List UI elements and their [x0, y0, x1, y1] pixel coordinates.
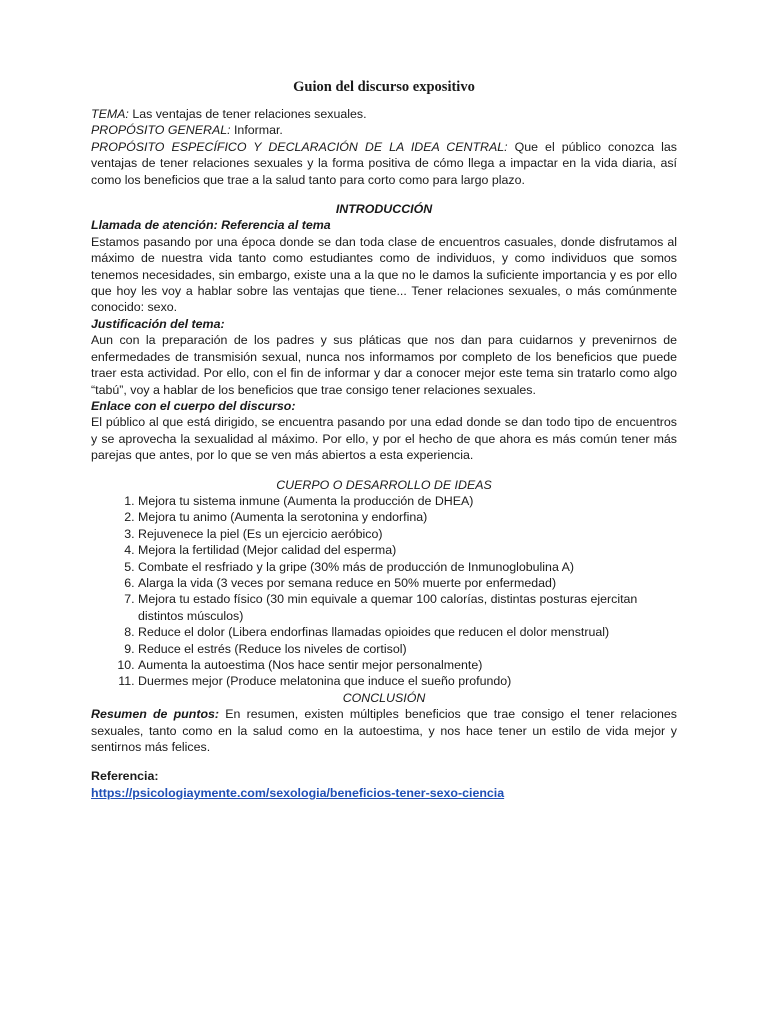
list-item: 4. Mejora la fertilidad (Mejor calidad del esperma)	[138, 542, 677, 558]
proposito-general-label: PROPÓSITO GENERAL:	[91, 123, 231, 138]
justificacion-label: Justificación del tema:	[91, 316, 225, 331]
list-item: 9. Reduce el estrés (Reduce los niveles de cortisol)	[138, 641, 677, 657]
justificacion-paragraph: Aun con la preparación de los padres y sus pláticas que nos dan para cuidarnos y prevenirnos de enfermedades de transmisión sexual, nunca nos informamos por completo de los beneficios que puede traer esta actividad. Por ello, con el fin de informar y dar a conocer mejor este tema sin tratarlo como algo “tabú”, voy a hablar de los beneficios que trae consigo tener relaciones sexuales.	[91, 333, 677, 397]
proposito-especifico-label: PROPÓSITO ESPECÍFICO Y DECLARACIÓN DE LA IDEA CENTRAL:	[91, 139, 508, 154]
document-title: Guion del discurso expositivo	[293, 79, 475, 95]
cuerpo-heading: CUERPO O DESARROLLO DE IDEAS	[276, 477, 492, 492]
list-item: 10. Aumenta la autoestima (Nos hace sentir mejor personalmente)	[138, 657, 677, 673]
resumen-paragraph	[91, 706, 677, 755]
list-item: 11. Duermes mejor (Produce melatonina que induce el sueño profundo)	[138, 673, 677, 689]
list-item: 1. Mejora tu sistema inmune (Aumenta la producción de DHEA)	[138, 493, 677, 509]
list-item: 5. Combate el resfriado y la gripe (30% más de producción de Inmunoglobulina A)	[138, 559, 677, 575]
list-item: 8. Reduce el dolor (Libera endorfinas llamadas opioides que reducen el dolor menstrual)	[138, 624, 677, 640]
llamada-paragraph: Estamos pasando por una época donde se dan toda clase de encuentros casuales, donde disfrutamos al máximo de nuestra vida tanto como estudiantes como de individuos, y como individuos que somos tenemos necesidades, sin embargo, existe una a la que no le damos la suficiente importancia y es por ello que hoy les voy a hablar sobre las ventajas que tiene... Tener relaciones sexuales, o más comúnmente conocido: sexo.	[91, 234, 677, 315]
llamada-label: Llamada de atención: Referencia al tema	[91, 218, 331, 233]
tema-text: Las ventajas de tener relaciones sexuales.	[128, 107, 367, 121]
resumen-label: Resumen de puntos:	[91, 707, 220, 722]
tema-line	[91, 106, 677, 122]
proposito-especifico-paragraph	[91, 139, 677, 188]
tema-label: TEMA:	[91, 107, 129, 121]
enlace-label: Enlace con el cuerpo del discurso:	[91, 398, 296, 413]
list-item: 3. Rejuvenece la piel (Es un ejercicio aeróbico)	[138, 526, 677, 542]
resumen-text: En resumen, existen múltiples beneficios que trae consigo el tener relaciones sexuales, tanto como en la salud como en la autoestima, y nos hace tener un estilo de vida mejor y sentirnos más felices.	[91, 707, 677, 755]
conclusion-heading: CONCLUSIÓN	[342, 690, 426, 705]
introduccion-heading: INTRODUCCIÓN	[335, 202, 433, 217]
enlace-paragraph: El público al que está dirigido, se encuentra pasando por una edad donde se dan todo tipo de encuentros y se aprovecha la sexualidad al máximo. Por ello, y por el hecho de que ahora es más común tener más parejas que antes, por lo que se ven más abiertos a esta experiencia.	[91, 415, 677, 463]
referencia-label: Referencia:	[91, 769, 159, 784]
list-item: 6. Alarga la vida (3 veces por semana reduce en 50% muerte por enfermedad)	[138, 575, 677, 591]
list-item: 2. Mejora tu animo (Aumenta la serotonina y endorfina)	[138, 509, 677, 525]
referencia-line	[91, 785, 677, 801]
ideas-list	[91, 493, 677, 690]
proposito-general-line	[91, 122, 677, 138]
document-page	[91, 78, 677, 801]
referencia-link[interactable]: https://psicologiaymente.com/sexologia/beneficios-tener-sexo-ciencia	[91, 785, 505, 800]
list-item: 7. Mejora tu estado físico (30 min equivale a quemar 100 calorías, distintas posturas ejercitan distintos músculos)	[138, 591, 677, 624]
proposito-general-text: Informar.	[230, 123, 283, 138]
proposito-especifico-text: Que el público conozca las ventajas de tener relaciones sexuales y la forma positiva de cómo llega a impactar en la vida diaria, así como los beneficios que trae a la salud tanto para corto como para largo plazo.	[91, 139, 678, 187]
